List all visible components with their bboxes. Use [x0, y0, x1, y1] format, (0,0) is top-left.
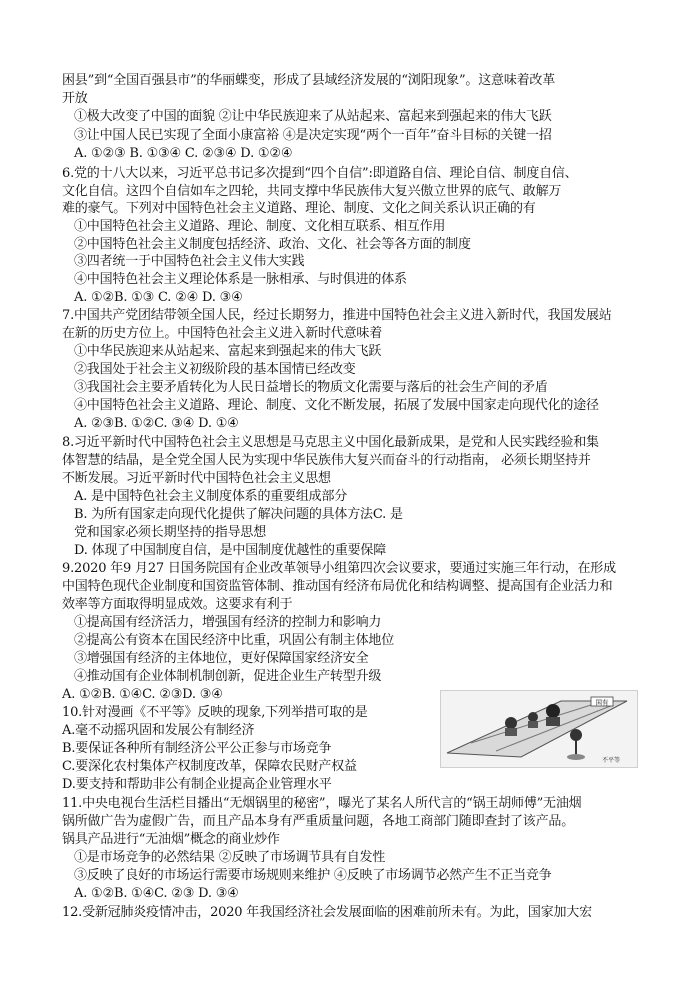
text-line: 锅所做广告为虚假广告，而且产品本身有严重质量问题，各地工商部门随即查封了该产品。 [62, 814, 575, 829]
text-line: 锅具产品进行“无油烟”概念的商业炒作 [62, 832, 280, 847]
option-line: ④中国特色社会主义理论体系是一脉相承、与时俱进的体系 [74, 272, 407, 287]
question-9: 9.2020 年9 月27 日国务院国有企业改革领导小组第四次会议要求，要通过实施三年行动，在形成 [62, 561, 616, 576]
option-line: ③增强国有经济的主体地位，更好保障国家经济安全 [74, 651, 369, 666]
option-line: B.要保证各种所有制经济公平公正参与市场竞争 [62, 741, 332, 756]
option-line: ④推动国有企业体制机制创新，促进企业生产转型升级 [74, 669, 382, 684]
question-6: 6.党的十八大以来，习近平总书记多次提到“四个自信”:即道路自信、理论自信、制度自信、 [62, 166, 578, 181]
question-7: 7.中国共产党团结带领全国人民，经过长期努力，推进中国特色社会主义进入新时代，我国发展站 [62, 308, 612, 323]
text-line: 文化自信。这四个自信如车之四轮，共同支撑中华民族伟大复兴傲立世界的底气、敢解万 [62, 184, 562, 199]
text-line: 效率等方面取得明显成效。这要求有利于 [62, 597, 293, 612]
option-line: ③反映了良好的市场运行需要市场规则来维护 ④反映了市场调节必然产生不正当竞争 [74, 868, 552, 883]
text-line: 在新的历史方位上。中国特色社会主义进入新时代意味着 [62, 326, 383, 341]
option-line: ①极大改变了中国的面貌 ②让中华民族迎来了从站起来、富起来到强起来的伟大飞跃 [74, 109, 552, 124]
answer-choices: A. ①②B. ①④C. ②③D. ③④ [62, 687, 223, 702]
text-line: 难的豪气。下列对中国特色社会主义道路、理论、制度、文化之间关系认识正确的有 [62, 201, 536, 216]
text-line: 开放 [62, 91, 88, 106]
question-10: 10.针对漫画《不平等》反映的现象,下列举措可取的是 [62, 705, 368, 720]
question-8: 8.习近平新时代中国特色社会主义思想是马克思主义中国化最新成果，是党和人民实践经验和集 [62, 435, 599, 450]
text-line: 中国特色现代企业制度和国资监管体制、推动国有经济布局优化和结构调整、提高国有企业活力和 [62, 579, 613, 594]
question-11: 11.中央电视台生活栏目播出“无烟锅里的秘密”，曝光了某名人所代言的“锅王胡师傅”无油烟 [62, 796, 582, 811]
option-line: ③四者统一于中国特色社会主义伟大实践 [74, 254, 305, 269]
option-line: ①中国特色社会主义道路、理论、制度、文化相互联系、相互作用 [74, 219, 446, 234]
option-line: ①中华民族迎来从站起来、富起来到强起来的伟大飞跃 [74, 344, 382, 359]
text-line: 不断发展。习近平新时代中国特色社会主义思想 [62, 471, 331, 486]
answer-choices: A. ①②B. ①③ C. ②④ D. ③④ [74, 290, 243, 305]
cartoon-title: 不平等 [601, 757, 621, 764]
cartoon-tag: 国有 [595, 698, 609, 707]
option-line: A.毫不动摇巩固和发展公有制经济 [62, 723, 255, 738]
text-line: 体智慧的结晶，是全党全国人民为实现中华民族伟大复兴而奋斗的行动指南， 必须长期坚持并 [62, 453, 591, 468]
option-line: 党和国家必须长期坚持的指导思想 [74, 525, 267, 540]
option-line: ④中国特色社会主义道路、理论、制度、文化不断发展，拓展了发展中国家走向现代化的途径 [74, 398, 599, 413]
option-line: ③让中国人民已实现了全面小康富裕 ④是决定实现“两个一百年”奋斗目标的关键一招 [74, 128, 552, 143]
answer-choices: A. ①②B. ①④C. ②③ D. ③④ [74, 886, 239, 901]
option-line: ①是市场竞争的必然结果 ②反映了市场调节具有自发性 [74, 850, 386, 865]
text-line: 困县”到“全国百强县市”的华丽蝶变，形成了县域经济发展的“浏阳现象”。这意味着改革 [62, 73, 556, 88]
option-line: ①提高国有经济活力，增强国有经济的控制力和影响力 [74, 615, 382, 630]
option-line: D. 体现了中国制度自信，是中国制度优越性的重要保障 [74, 543, 387, 558]
answer-choices: A. ②③B. ①②C. ③④ D. ①④ [74, 416, 239, 431]
option-line: ②中国特色社会主义制度包括经济、政治、文化、社会等各方面的制度 [74, 237, 471, 252]
option-line: C.要深化农村集体产权制度改革，保障农民财产权益 [62, 759, 357, 774]
inequality-cartoon [440, 690, 638, 768]
option-line: D.要支持和帮助非公有制企业提高企业管理水平 [62, 777, 332, 792]
answer-choices: A. ①②③ B. ①③④ C. ②③④ D. ①②④ [74, 146, 293, 161]
option-line: A. 是中国特色社会主义制度体系的重要组成部分 [74, 489, 348, 504]
cartoon-drawing [441, 691, 637, 767]
option-line: B. 为所有国家走向现代化提供了解决问题的具体方法C. 是 [74, 507, 403, 522]
option-line: ③我国社会主要矛盾转化为人民日益增长的物质文化需要与落后的社会生产间的矛盾 [74, 380, 548, 395]
question-12: 12.受新冠肺炎疫情冲击，2020 年我国经济社会发展面临的困难前所未有。为此，国家加大宏 [62, 905, 592, 920]
option-line: ②提高公有资本在国民经济中比重，巩固公有制主体地位 [74, 633, 395, 648]
option-line: ②我国处于社会主义初级阶段的基本国情已经改变 [74, 362, 356, 377]
